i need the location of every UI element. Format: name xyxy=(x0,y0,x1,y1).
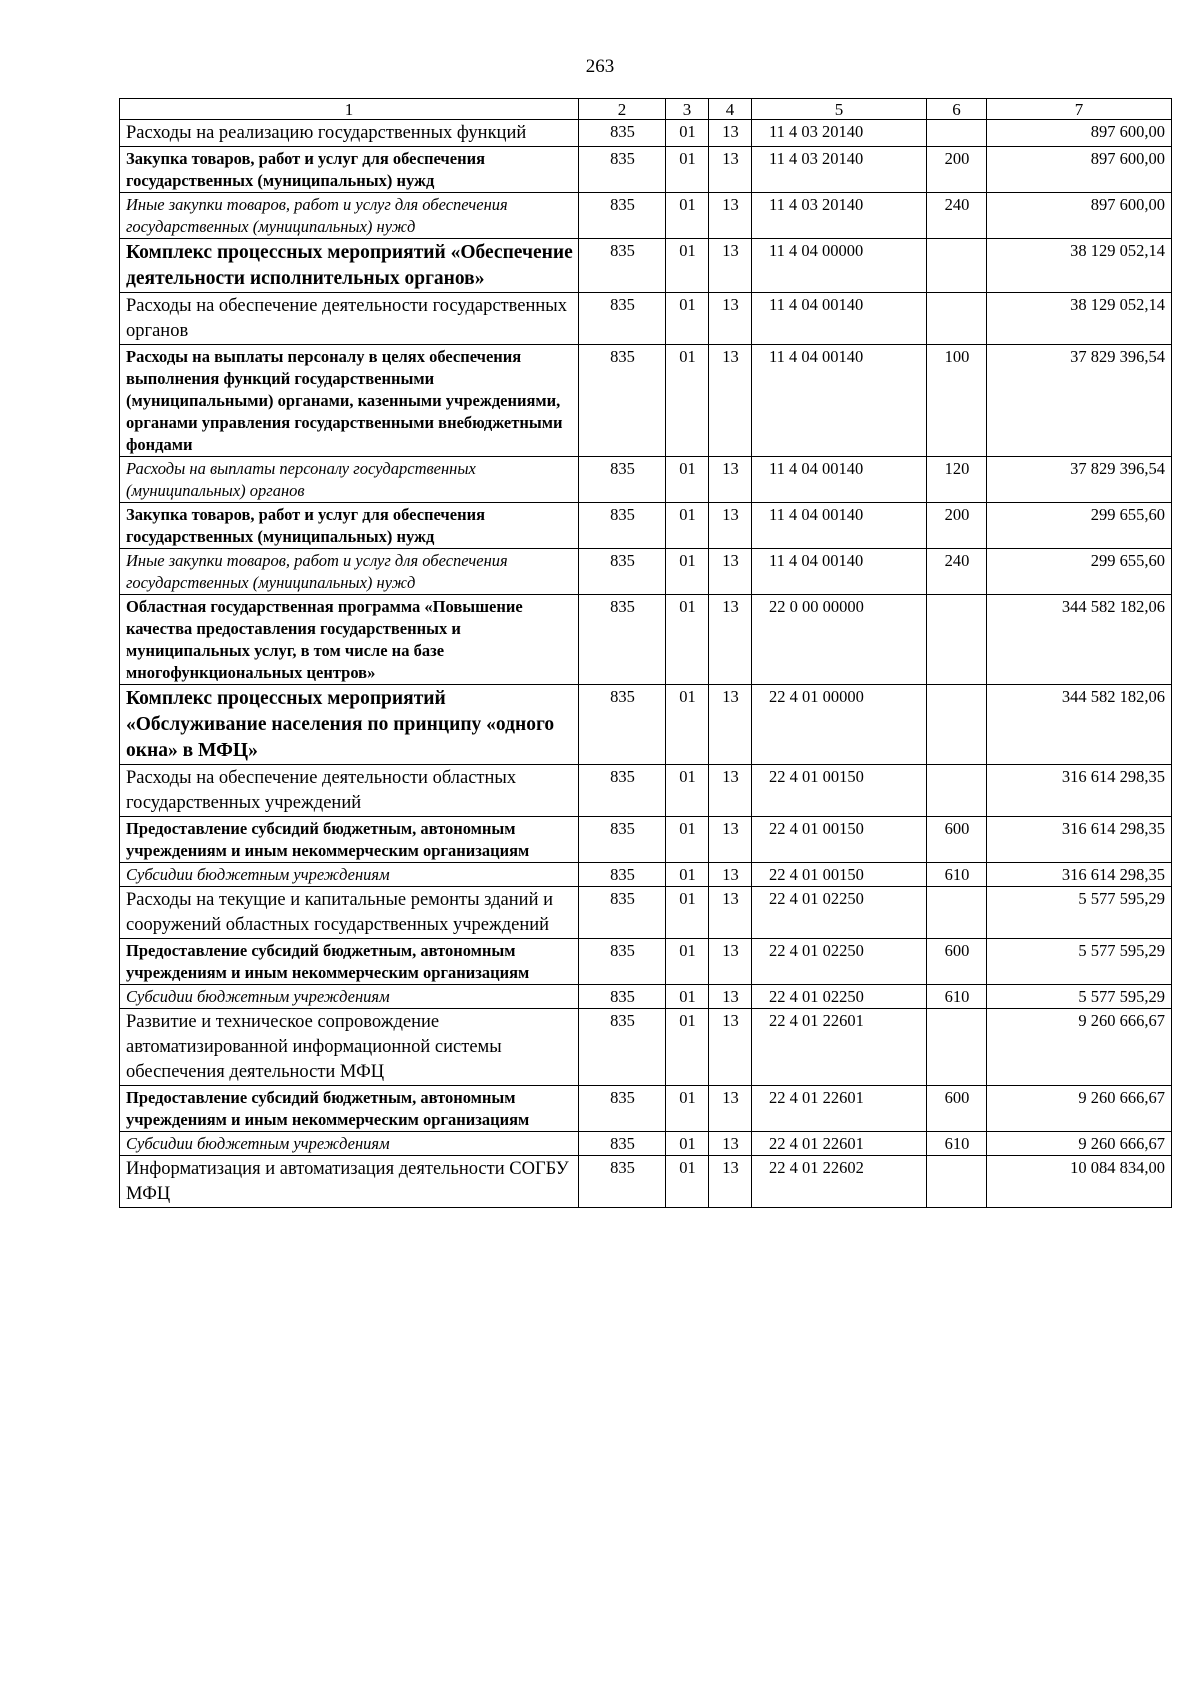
row-expense-type: 610 xyxy=(927,1132,987,1156)
row-subsection-code: 13 xyxy=(709,549,752,595)
row-section-code: 01 xyxy=(666,1156,709,1208)
row-target-article: 22 4 01 22601 xyxy=(752,1009,927,1086)
row-description: Предоставление субсидий бюджетным, автономным учреждениям и иным некоммерческим организациям xyxy=(120,939,579,985)
table-row xyxy=(120,1086,1172,1132)
row-target-article: 11 4 03 20140 xyxy=(752,120,927,147)
row-section-code: 01 xyxy=(666,239,709,293)
row-grbs-code: 835 xyxy=(579,863,666,887)
row-section-code: 01 xyxy=(666,985,709,1009)
row-grbs-code: 835 xyxy=(579,120,666,147)
row-expense-type xyxy=(927,1156,987,1208)
table-row xyxy=(120,345,1172,457)
row-grbs-code: 835 xyxy=(579,345,666,457)
row-grbs-code: 835 xyxy=(579,817,666,863)
column-header: 3 xyxy=(666,99,709,120)
row-grbs-code: 835 xyxy=(579,239,666,293)
row-subsection-code: 13 xyxy=(709,887,752,939)
row-subsection-code: 13 xyxy=(709,147,752,193)
table-row xyxy=(120,457,1172,503)
row-amount: 897 600,00 xyxy=(987,120,1172,147)
row-section-code: 01 xyxy=(666,1009,709,1086)
row-amount: 38 129 052,14 xyxy=(987,293,1172,345)
row-amount: 316 614 298,35 xyxy=(987,817,1172,863)
table-row xyxy=(120,887,1172,939)
row-subsection-code: 13 xyxy=(709,1132,752,1156)
row-subsection-code: 13 xyxy=(709,765,752,817)
row-expense-type: 200 xyxy=(927,147,987,193)
row-description: Субсидии бюджетным учреждениям xyxy=(120,863,579,887)
row-subsection-code: 13 xyxy=(709,939,752,985)
row-description: Областная государственная программа «Повышение качества предоставления государственных и муниципальных услуг, в том числе на базе многофункциональных центров» xyxy=(120,595,579,685)
row-section-code: 01 xyxy=(666,345,709,457)
row-grbs-code: 835 xyxy=(579,193,666,239)
row-subsection-code: 13 xyxy=(709,595,752,685)
row-section-code: 01 xyxy=(666,1086,709,1132)
row-expense-type: 610 xyxy=(927,985,987,1009)
row-description: Закупка товаров, работ и услуг для обеспечения государственных (муниципальных) нужд xyxy=(120,147,579,193)
row-expense-type xyxy=(927,120,987,147)
row-grbs-code: 835 xyxy=(579,1132,666,1156)
row-target-article: 22 4 01 22601 xyxy=(752,1086,927,1132)
row-subsection-code: 13 xyxy=(709,985,752,1009)
row-grbs-code: 835 xyxy=(579,1009,666,1086)
row-expense-type: 100 xyxy=(927,345,987,457)
row-section-code: 01 xyxy=(666,503,709,549)
row-target-article: 22 4 01 00150 xyxy=(752,765,927,817)
row-grbs-code: 835 xyxy=(579,503,666,549)
row-amount: 5 577 595,29 xyxy=(987,887,1172,939)
row-amount: 9 260 666,67 xyxy=(987,1086,1172,1132)
table-row xyxy=(120,1009,1172,1086)
row-expense-type: 600 xyxy=(927,939,987,985)
row-description: Развитие и техническое сопровождение автоматизированной информационной системы обеспечения деятельности МФЦ xyxy=(120,1009,579,1086)
table-row xyxy=(120,817,1172,863)
row-grbs-code: 835 xyxy=(579,147,666,193)
row-subsection-code: 13 xyxy=(709,1156,752,1208)
row-section-code: 01 xyxy=(666,595,709,685)
row-expense-type: 240 xyxy=(927,193,987,239)
table-row xyxy=(120,939,1172,985)
row-grbs-code: 835 xyxy=(579,457,666,503)
row-target-article: 11 4 04 00140 xyxy=(752,457,927,503)
row-subsection-code: 13 xyxy=(709,345,752,457)
row-amount: 897 600,00 xyxy=(987,147,1172,193)
row-expense-type: 610 xyxy=(927,863,987,887)
row-description: Субсидии бюджетным учреждениям xyxy=(120,985,579,1009)
page-number: 263 xyxy=(585,56,615,77)
row-expense-type xyxy=(927,595,987,685)
row-amount: 316 614 298,35 xyxy=(987,863,1172,887)
row-section-code: 01 xyxy=(666,863,709,887)
table-row xyxy=(120,685,1172,765)
column-header: 6 xyxy=(927,99,987,120)
row-description: Расходы на обеспечение деятельности областных государственных учреждений xyxy=(120,765,579,817)
table-row xyxy=(120,549,1172,595)
row-amount: 299 655,60 xyxy=(987,549,1172,595)
row-expense-type xyxy=(927,239,987,293)
row-subsection-code: 13 xyxy=(709,503,752,549)
row-subsection-code: 13 xyxy=(709,685,752,765)
table-row xyxy=(120,1156,1172,1208)
row-amount: 316 614 298,35 xyxy=(987,765,1172,817)
row-target-article: 11 4 04 00000 xyxy=(752,239,927,293)
budget-table xyxy=(119,98,1172,1208)
table-row xyxy=(120,193,1172,239)
row-grbs-code: 835 xyxy=(579,595,666,685)
row-expense-type xyxy=(927,685,987,765)
row-description: Расходы на выплаты персоналу в целях обеспечения выполнения функций государственными (муниципальными) органами, казенными учреждениями, органами управления государственными внебюджетными фондами xyxy=(120,345,579,457)
row-description: Расходы на текущие и капитальные ремонты зданий и сооружений областных государственных учреждений xyxy=(120,887,579,939)
row-target-article: 22 4 01 02250 xyxy=(752,887,927,939)
row-target-article: 22 4 01 22601 xyxy=(752,1132,927,1156)
row-grbs-code: 835 xyxy=(579,985,666,1009)
table-row xyxy=(120,595,1172,685)
row-section-code: 01 xyxy=(666,939,709,985)
row-description: Расходы на выплаты персоналу государственных (муниципальных) органов xyxy=(120,457,579,503)
row-section-code: 01 xyxy=(666,147,709,193)
row-amount: 37 829 396,54 xyxy=(987,345,1172,457)
row-description: Предоставление субсидий бюджетным, автономным учреждениям и иным некоммерческим организациям xyxy=(120,1086,579,1132)
row-target-article: 11 4 04 00140 xyxy=(752,503,927,549)
table-row xyxy=(120,985,1172,1009)
row-description: Комплекс процессных мероприятий «Обеспечение деятельности исполнительных органов» xyxy=(120,239,579,293)
row-grbs-code: 835 xyxy=(579,765,666,817)
row-target-article: 22 4 01 00150 xyxy=(752,817,927,863)
row-amount: 344 582 182,06 xyxy=(987,595,1172,685)
row-description: Расходы на реализацию государственных функций xyxy=(120,120,579,147)
table-header-row xyxy=(120,99,1172,120)
column-header: 1 xyxy=(120,99,579,120)
row-amount: 10 084 834,00 xyxy=(987,1156,1172,1208)
table-body xyxy=(120,99,1172,1208)
row-grbs-code: 835 xyxy=(579,887,666,939)
row-amount: 5 577 595,29 xyxy=(987,939,1172,985)
row-target-article: 11 4 03 20140 xyxy=(752,147,927,193)
table-row xyxy=(120,293,1172,345)
row-amount: 344 582 182,06 xyxy=(987,685,1172,765)
row-expense-type: 120 xyxy=(927,457,987,503)
row-target-article: 22 4 01 02250 xyxy=(752,939,927,985)
row-section-code: 01 xyxy=(666,1132,709,1156)
row-grbs-code: 835 xyxy=(579,1156,666,1208)
column-header: 5 xyxy=(752,99,927,120)
row-section-code: 01 xyxy=(666,685,709,765)
row-section-code: 01 xyxy=(666,887,709,939)
row-description: Иные закупки товаров, работ и услуг для обеспечения государственных (муниципальных) нужд xyxy=(120,193,579,239)
row-subsection-code: 13 xyxy=(709,1086,752,1132)
row-target-article: 22 4 01 00150 xyxy=(752,863,927,887)
row-expense-type xyxy=(927,1009,987,1086)
row-amount: 37 829 396,54 xyxy=(987,457,1172,503)
row-target-article: 22 4 01 02250 xyxy=(752,985,927,1009)
row-grbs-code: 835 xyxy=(579,549,666,595)
row-section-code: 01 xyxy=(666,293,709,345)
row-section-code: 01 xyxy=(666,120,709,147)
row-target-article: 22 4 01 00000 xyxy=(752,685,927,765)
row-amount: 38 129 052,14 xyxy=(987,239,1172,293)
table-row xyxy=(120,503,1172,549)
row-description: Расходы на обеспечение деятельности государственных органов xyxy=(120,293,579,345)
row-grbs-code: 835 xyxy=(579,939,666,985)
table-row xyxy=(120,239,1172,293)
row-grbs-code: 835 xyxy=(579,685,666,765)
column-header: 4 xyxy=(709,99,752,120)
row-grbs-code: 835 xyxy=(579,1086,666,1132)
row-amount: 9 260 666,67 xyxy=(987,1132,1172,1156)
row-section-code: 01 xyxy=(666,549,709,595)
row-expense-type: 240 xyxy=(927,549,987,595)
row-subsection-code: 13 xyxy=(709,193,752,239)
row-expense-type: 600 xyxy=(927,817,987,863)
row-subsection-code: 13 xyxy=(709,1009,752,1086)
row-amount: 897 600,00 xyxy=(987,193,1172,239)
table-row xyxy=(120,147,1172,193)
row-description: Информатизация и автоматизация деятельности СОГБУ МФЦ xyxy=(120,1156,579,1208)
row-subsection-code: 13 xyxy=(709,457,752,503)
row-section-code: 01 xyxy=(666,457,709,503)
row-target-article: 22 4 01 22602 xyxy=(752,1156,927,1208)
row-section-code: 01 xyxy=(666,817,709,863)
table-row xyxy=(120,120,1172,147)
row-expense-type: 200 xyxy=(927,503,987,549)
row-expense-type xyxy=(927,293,987,345)
row-description: Комплекс процессных мероприятий «Обслуживание населения по принципу «одного окна» в МФЦ» xyxy=(120,685,579,765)
row-subsection-code: 13 xyxy=(709,863,752,887)
row-description: Предоставление субсидий бюджетным, автономным учреждениям и иным некоммерческим организациям xyxy=(120,817,579,863)
row-target-article: 22 0 00 00000 xyxy=(752,595,927,685)
row-amount: 9 260 666,67 xyxy=(987,1009,1172,1086)
row-target-article: 11 4 04 00140 xyxy=(752,293,927,345)
row-description: Иные закупки товаров, работ и услуг для обеспечения государственных (муниципальных) нужд xyxy=(120,549,579,595)
table-row xyxy=(120,863,1172,887)
row-expense-type xyxy=(927,887,987,939)
row-expense-type: 600 xyxy=(927,1086,987,1132)
row-subsection-code: 13 xyxy=(709,120,752,147)
table-row xyxy=(120,1132,1172,1156)
row-grbs-code: 835 xyxy=(579,293,666,345)
row-section-code: 01 xyxy=(666,193,709,239)
row-expense-type xyxy=(927,765,987,817)
row-subsection-code: 13 xyxy=(709,293,752,345)
row-subsection-code: 13 xyxy=(709,817,752,863)
row-description: Закупка товаров, работ и услуг для обеспечения государственных (муниципальных) нужд xyxy=(120,503,579,549)
row-amount: 299 655,60 xyxy=(987,503,1172,549)
row-target-article: 11 4 04 00140 xyxy=(752,549,927,595)
row-target-article: 11 4 03 20140 xyxy=(752,193,927,239)
column-header: 7 xyxy=(987,99,1172,120)
row-target-article: 11 4 04 00140 xyxy=(752,345,927,457)
table-row xyxy=(120,765,1172,817)
row-amount: 5 577 595,29 xyxy=(987,985,1172,1009)
row-section-code: 01 xyxy=(666,765,709,817)
column-header: 2 xyxy=(579,99,666,120)
row-description: Субсидии бюджетным учреждениям xyxy=(120,1132,579,1156)
row-subsection-code: 13 xyxy=(709,239,752,293)
